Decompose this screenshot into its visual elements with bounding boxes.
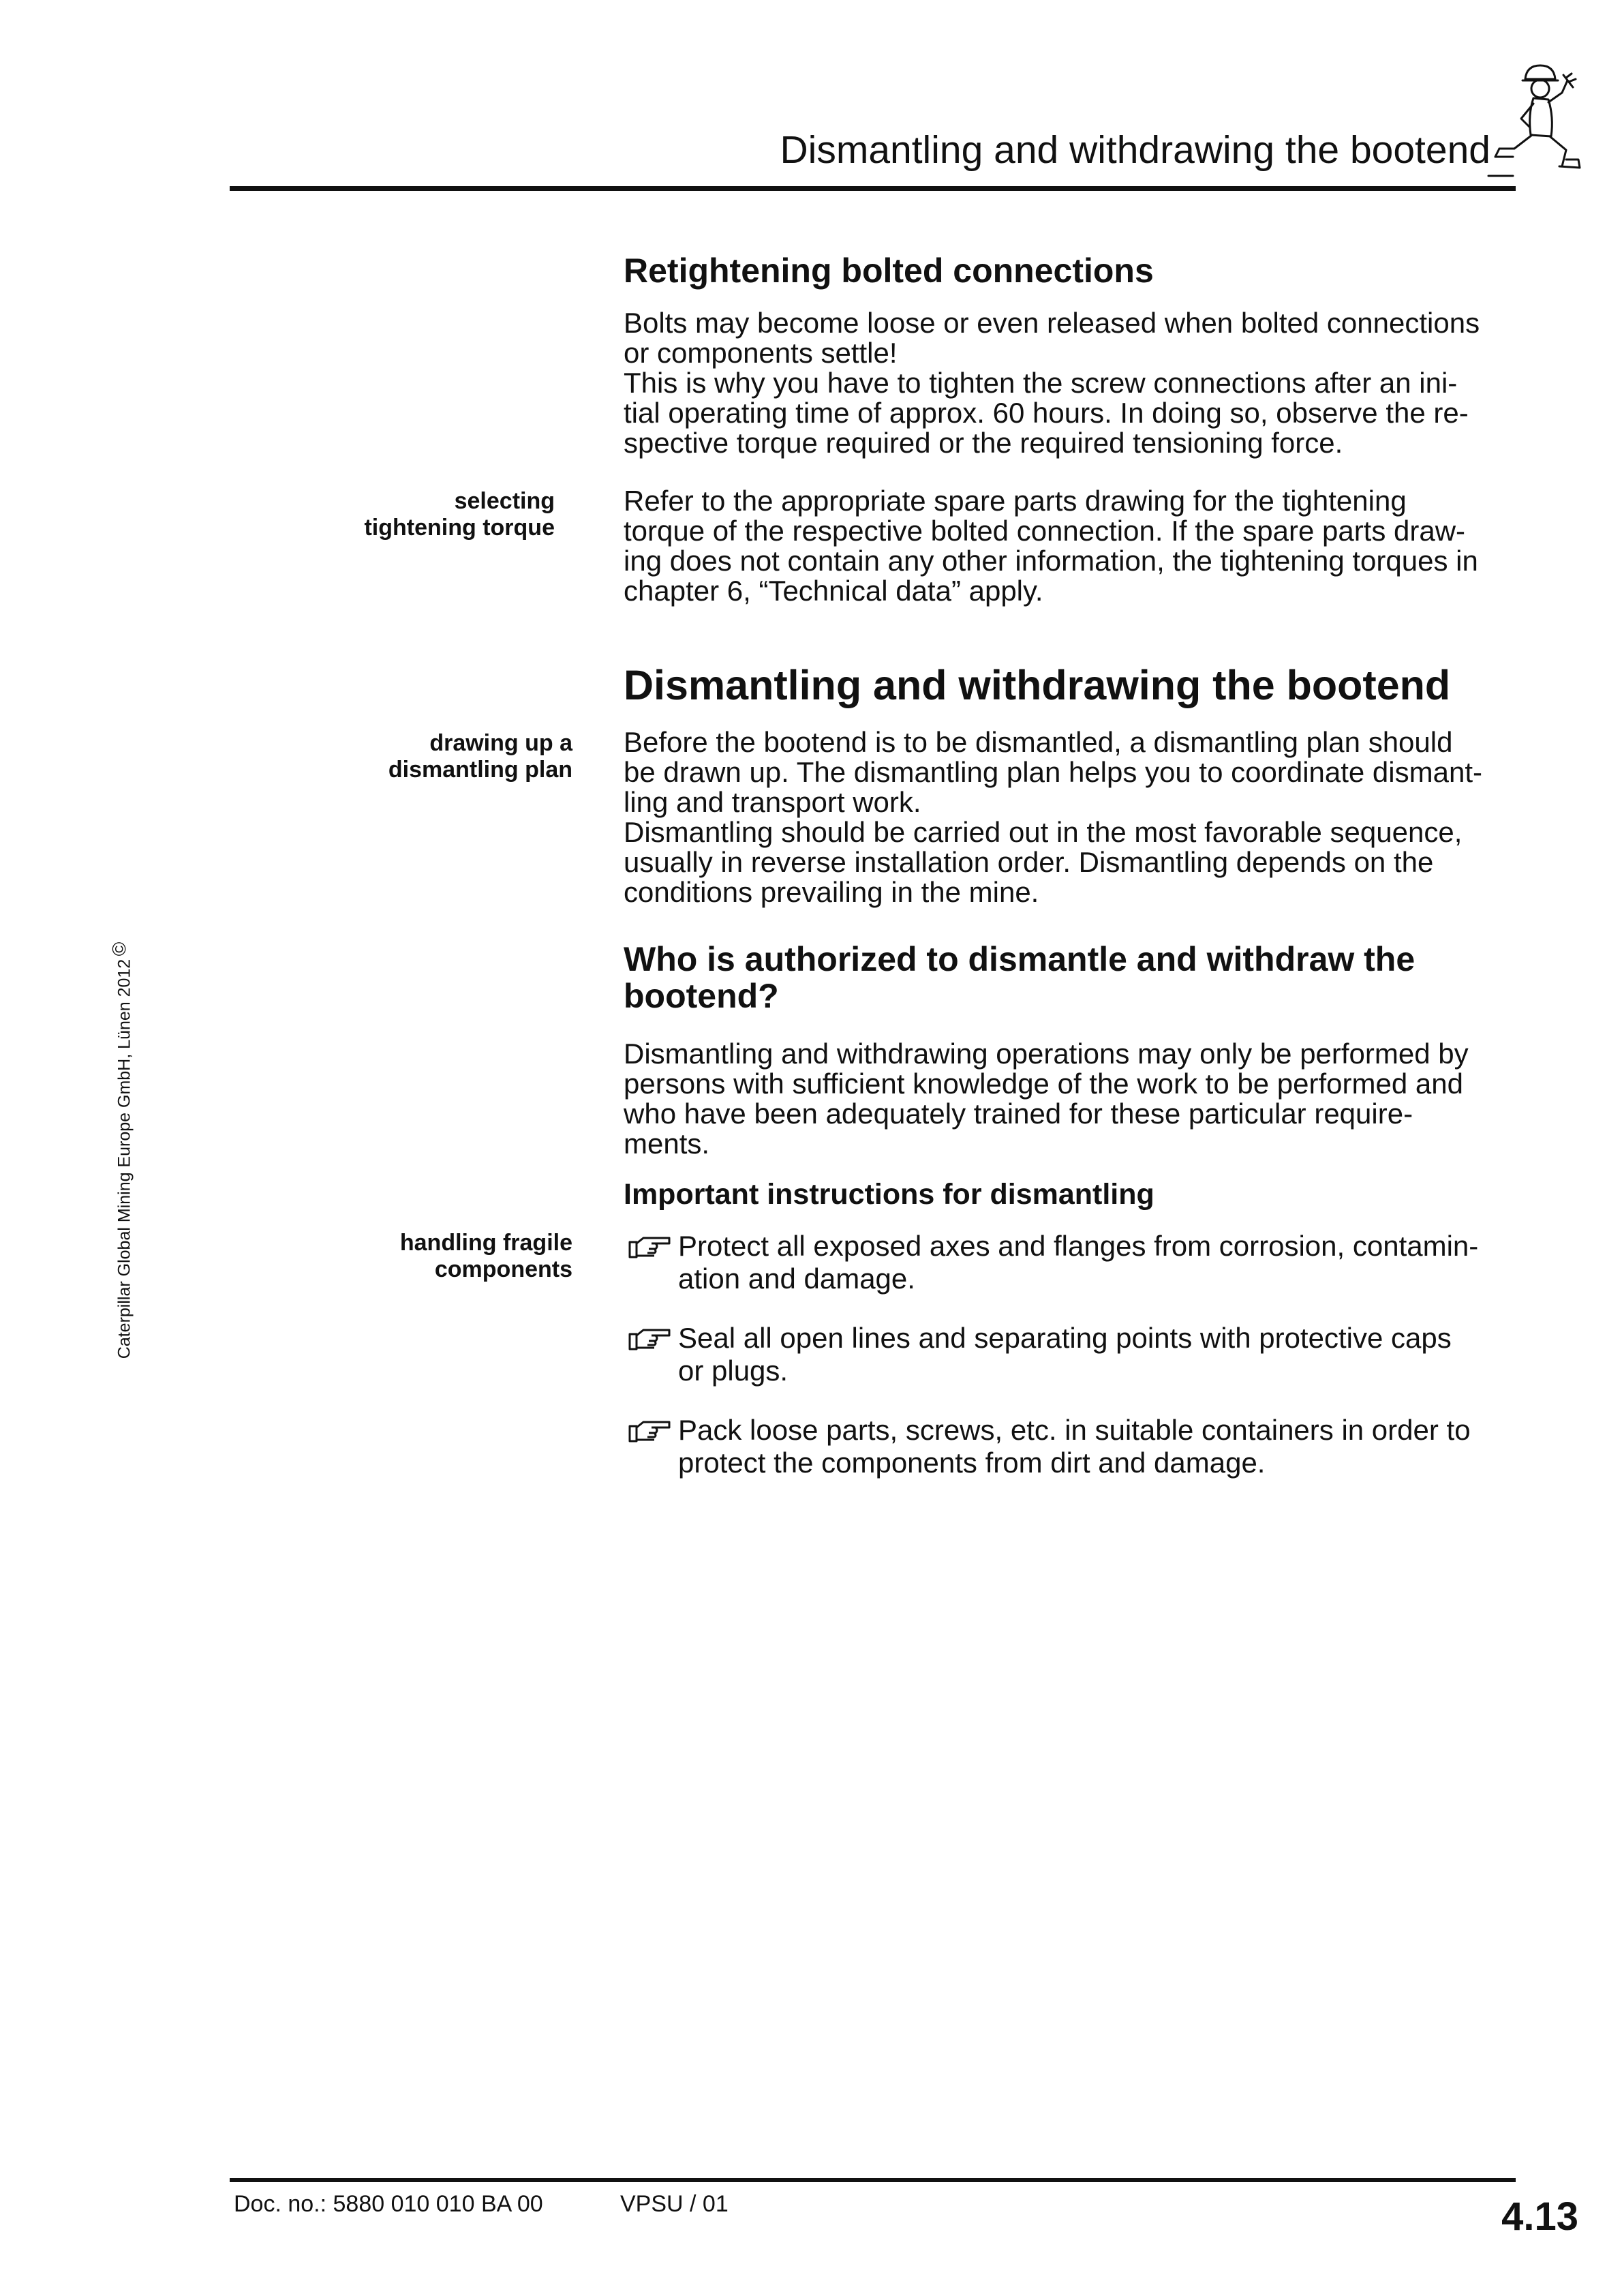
instruction-bullet-text-1: Protect all exposed axes and flanges from corrosion, contamin- ation and damage. — [678, 1230, 1479, 1295]
authorized-paragraph-wrap — [624, 1039, 1523, 1159]
margin-note-selecting-torque: selecting tightening torque — [364, 488, 555, 541]
section-retightening — [624, 252, 1523, 290]
pointing-hand-icon — [628, 1234, 672, 1260]
header-rule — [230, 186, 1516, 191]
copyright-symbol: © — [108, 941, 130, 956]
instruction-bullet-text-3: Pack loose parts, screws, etc. in suitable containers in order to protect the components from dirt and damage. — [678, 1414, 1471, 1479]
authorized-paragraph: Dismantling and withdrawing operations may only be performed by persons with sufficient knowledge of the work to be performed and who have been adequately trained for these particular require- ments. — [624, 1038, 1469, 1160]
worker-figure-icon — [1486, 60, 1588, 183]
section-dismantling — [624, 663, 1523, 708]
footer-rule — [230, 2178, 1516, 2182]
section-authorized — [624, 941, 1523, 1014]
retightening-heading: Retightening bolted connections — [624, 252, 1154, 290]
pointing-hand-icon — [628, 1418, 672, 1444]
authorized-heading: Who is authorized to dismantle and withdraw the bootend? — [624, 940, 1416, 1015]
margin-note-fragile-components: handling fragile components — [399, 1230, 572, 1282]
copyright-notice: Caterpillar Global Mining Europe GmbH, Lünen 2012 — [114, 958, 134, 1359]
instruction-bullet-text-2: Seal all open lines and separating points with protective caps or plugs. — [678, 1322, 1452, 1387]
footer-doc-number: Doc. no.: 5880 010 010 BA 00 — [234, 2191, 543, 2217]
footer-version: VPSU / 01 — [620, 2191, 729, 2217]
retightening-paragraph-1: Bolts may become loose or even released when bolted connections or components settle! This is why you have to tighten the screw connections after an ini- tial operating time of approx. 60 hours. In doing so, observe the re- spective torque required or the required tensioning force. — [624, 307, 1480, 459]
instructions-heading: Important instructions for dismantling — [624, 1178, 1154, 1211]
pointing-hand-icon — [628, 1326, 672, 1352]
dismantling-paragraph: Before the bootend is to be dismantled, a dismantling plan should be drawn up. The dismantling plan helps you to coordinate dismant- ling and transport work. Dismantling should be carried out in the most favorable sequence, usually in reverse installation order. Dismantling depends on the conditions prevailing in the mine. — [624, 726, 1482, 908]
retightening-paragraph-1-wrap — [624, 308, 1523, 458]
page-number: 4.13 — [1501, 2194, 1578, 2239]
margin-note-dismantling-plan: drawing up a dismantling plan — [388, 730, 572, 783]
section-instructions — [624, 1179, 1523, 1211]
dismantling-heading: Dismantling and withdrawing the bootend — [624, 662, 1451, 708]
retightening-paragraph-2: Refer to the appropriate spare parts drawing for the tightening torque of the respective bolted connection. If the spare parts draw- ing does not contain any other information, the tightening torques in chapter 6, “Technical data” apply. — [624, 485, 1478, 607]
retightening-paragraph-2-wrap — [624, 486, 1523, 606]
page-header-title: Dismantling and withdrawing the bootend — [780, 128, 1490, 172]
dismantling-paragraph-wrap — [624, 727, 1523, 907]
